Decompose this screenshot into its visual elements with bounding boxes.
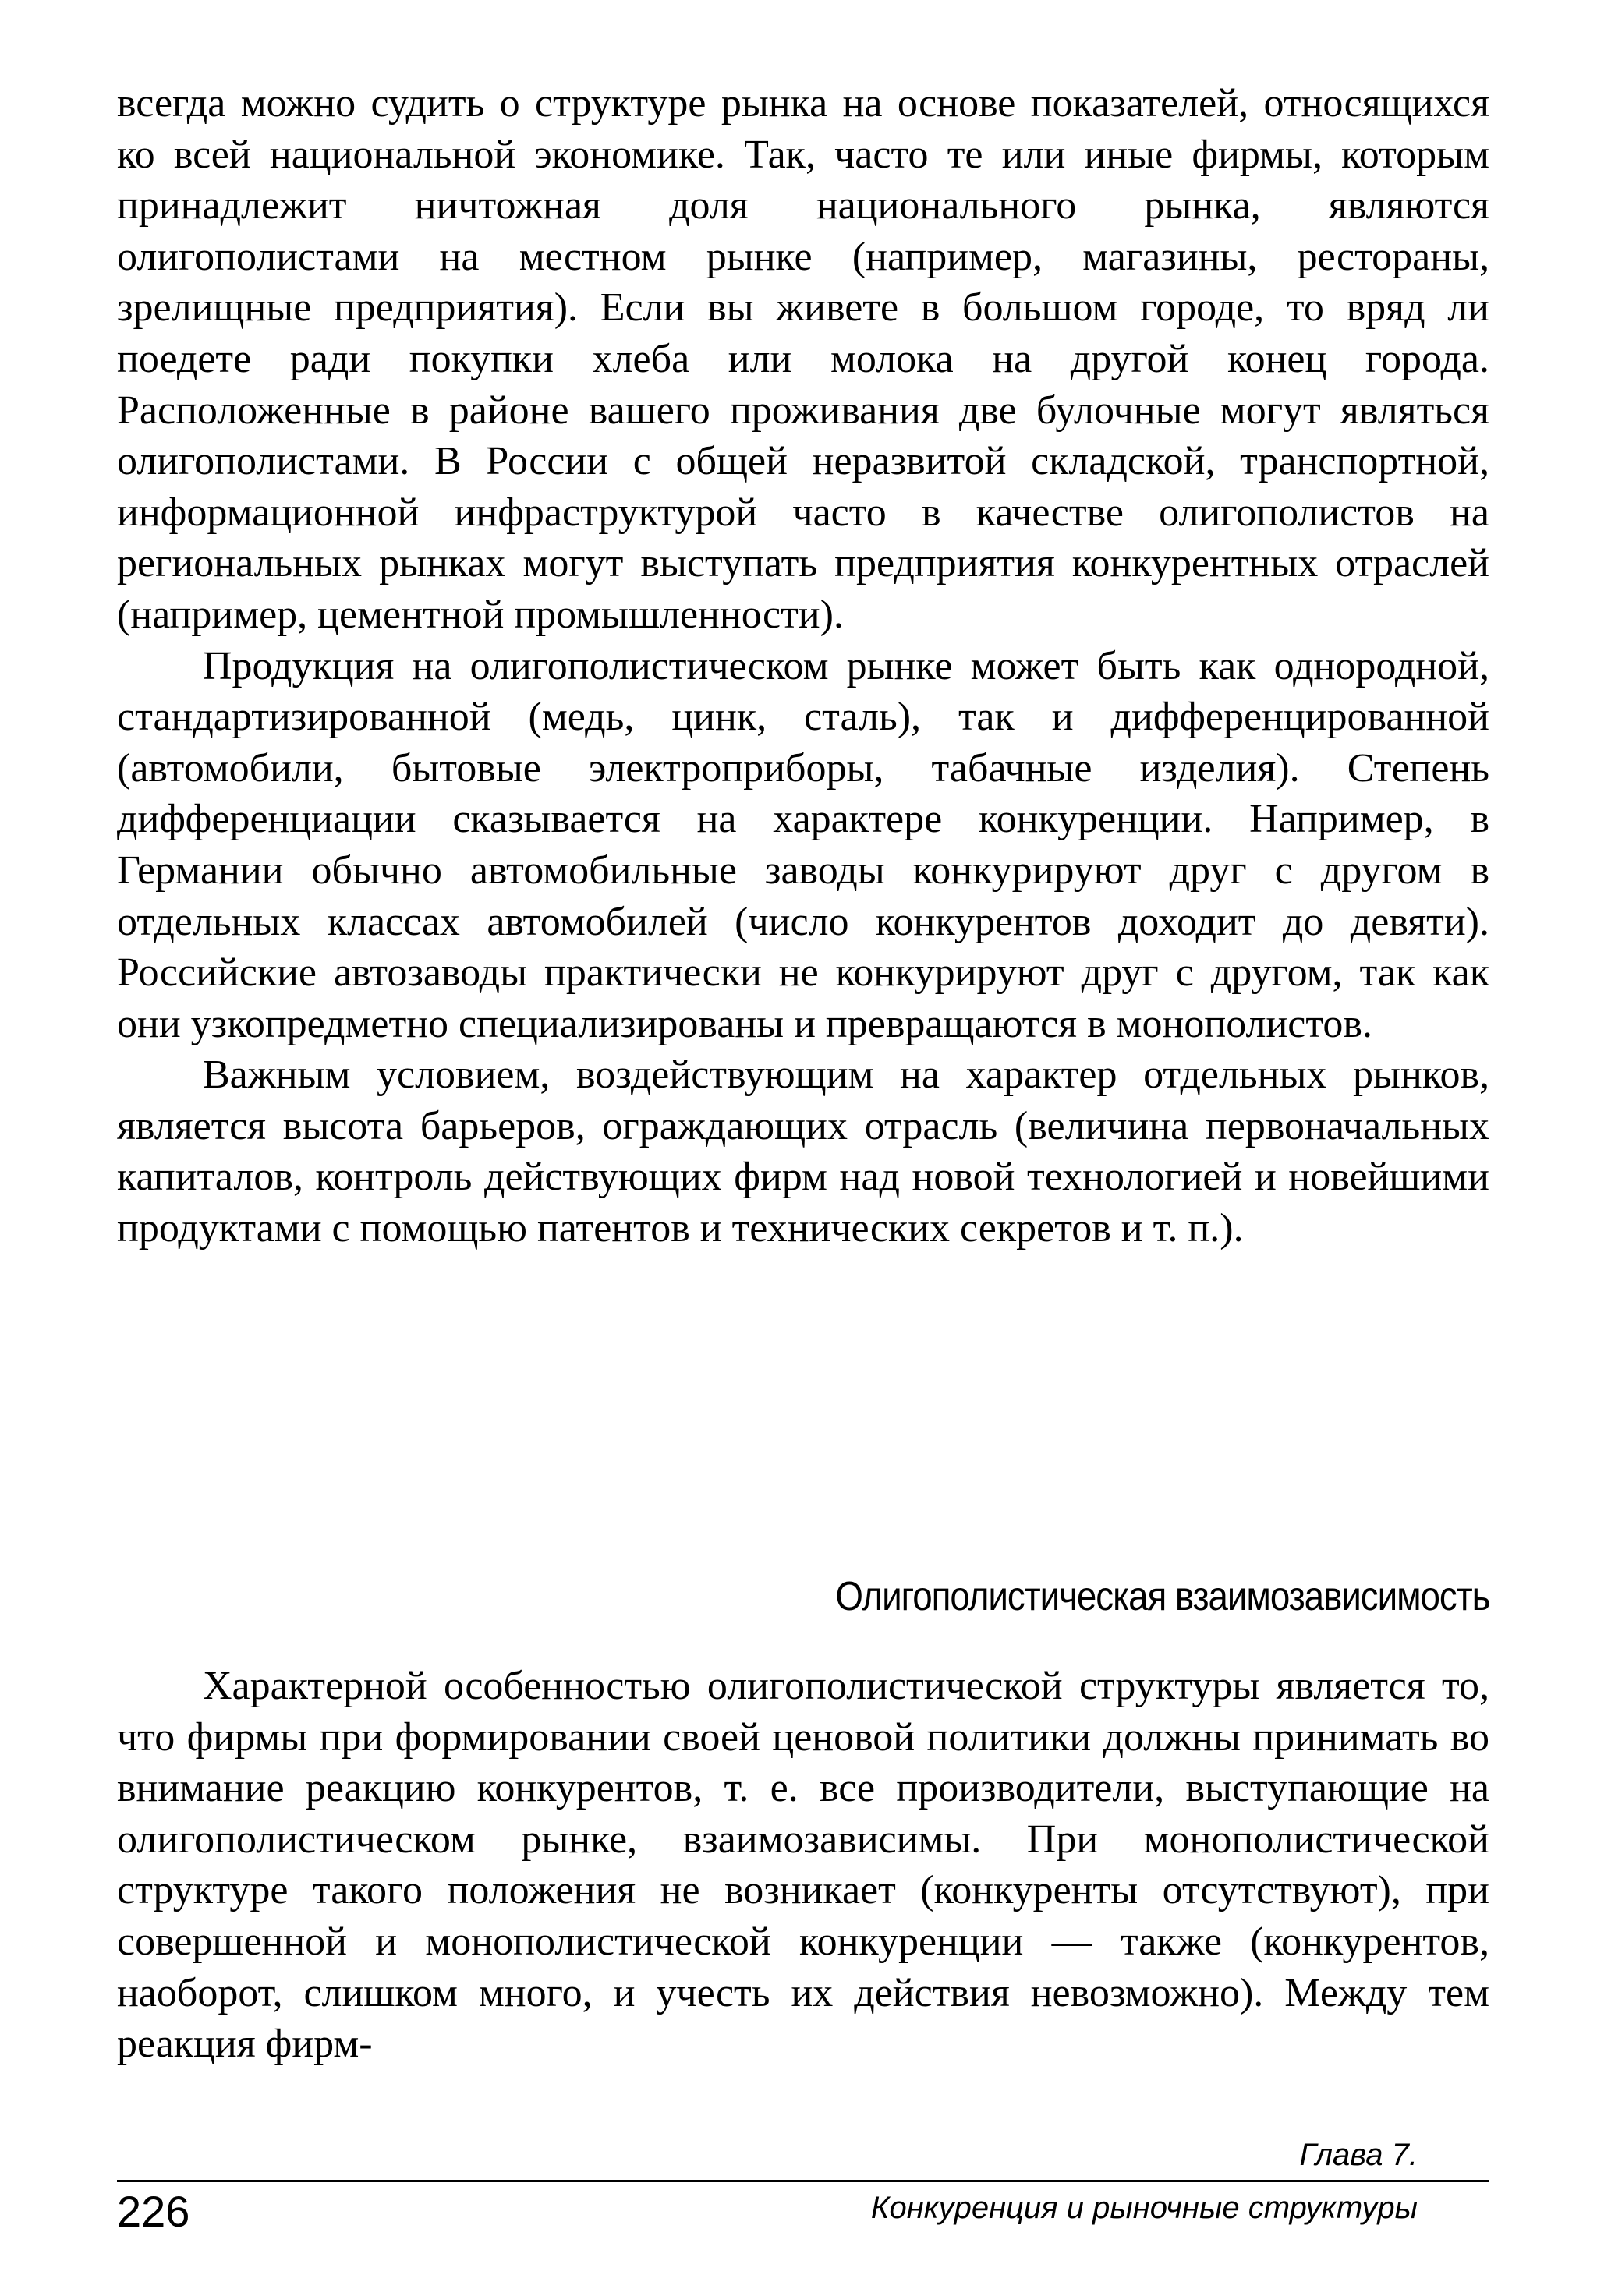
footer-rule	[117, 2180, 1489, 2182]
body-text-upper	[117, 78, 1489, 1254]
footer-chapter-label: Глава 7.	[1299, 2138, 1418, 2172]
paragraph-continuation: всегда можно судить о структуре рынка на основе показателей, относящихся ко всей национальной экономике. Так, часто те или иные фирмы, которым принадлежит ничтожная доля национального рынка, являются олигополистами на местном рынке (например, магазины, рестораны, зрелищные предприятия). Если вы живете в большом городе, то вряд ли поедете ради покупки хлеба или молока на другой конец города. Расположенные в районе вашего проживания две булочные могут являться олигополистами. В России с общей неразвитой складской, транспортной, информационной инфраструктурой часто в качестве олигополистов на региональных рынках могут выступать предприятия конкурентных отраслей (например, цементной промышленности).	[117, 81, 1489, 637]
paragraph-entry-barriers: Важным условием, воздействующим на характер отдельных рынков, является высота барьеров, ограждающих отрасль (величина первоначальных капиталов, контроль действующих фирм над новой технологией и новейшими продуктами с помощью патентов и технических секретов и т. п.).	[117, 1052, 1489, 1251]
paragraph-interdependence: Характерной особенностью олигополистической структуры является то, что фирмы при формировании своей ценовой политики должны принимать во внимание реакцию конкурентов, т. е. все производители, выступающие на олигополистическом рынке, взаимозависимы. При монополистической структуре такого положения не возникает (конкуренты отсутствуют), при совершенной и монополистической конкуренции — также (конкурентов, наоборот, слишком много, и учесть их действия невозможно). Между тем реакция фирм-	[117, 1664, 1489, 2067]
section-heading: Олигополистическая взаимозависимость	[834, 1574, 1489, 1619]
footer-chapter-title: Конкуренция и рыночные структуры	[870, 2191, 1418, 2225]
body-text-lower	[117, 1661, 1489, 2070]
paragraph-product-types: Продукция на олигополистическом рынке может быть как однородной, стандартизированной (медь, цинк, сталь), так и дифференцированной (автомобили, бытовые электроприборы, табачные изделия). Степень дифференциации сказывается на характере конкуренции. Например, в Германии обычно автомобильные заводы конкурируют друг с другом в отдельных классах автомобилей (число конкурентов доходит до девяти). Российские автозаводы практически не конкурируют друг с другом, так как они узкопредметно специализированы и превращаются в монополистов.	[117, 643, 1489, 1046]
page-number: 226	[117, 2187, 190, 2236]
